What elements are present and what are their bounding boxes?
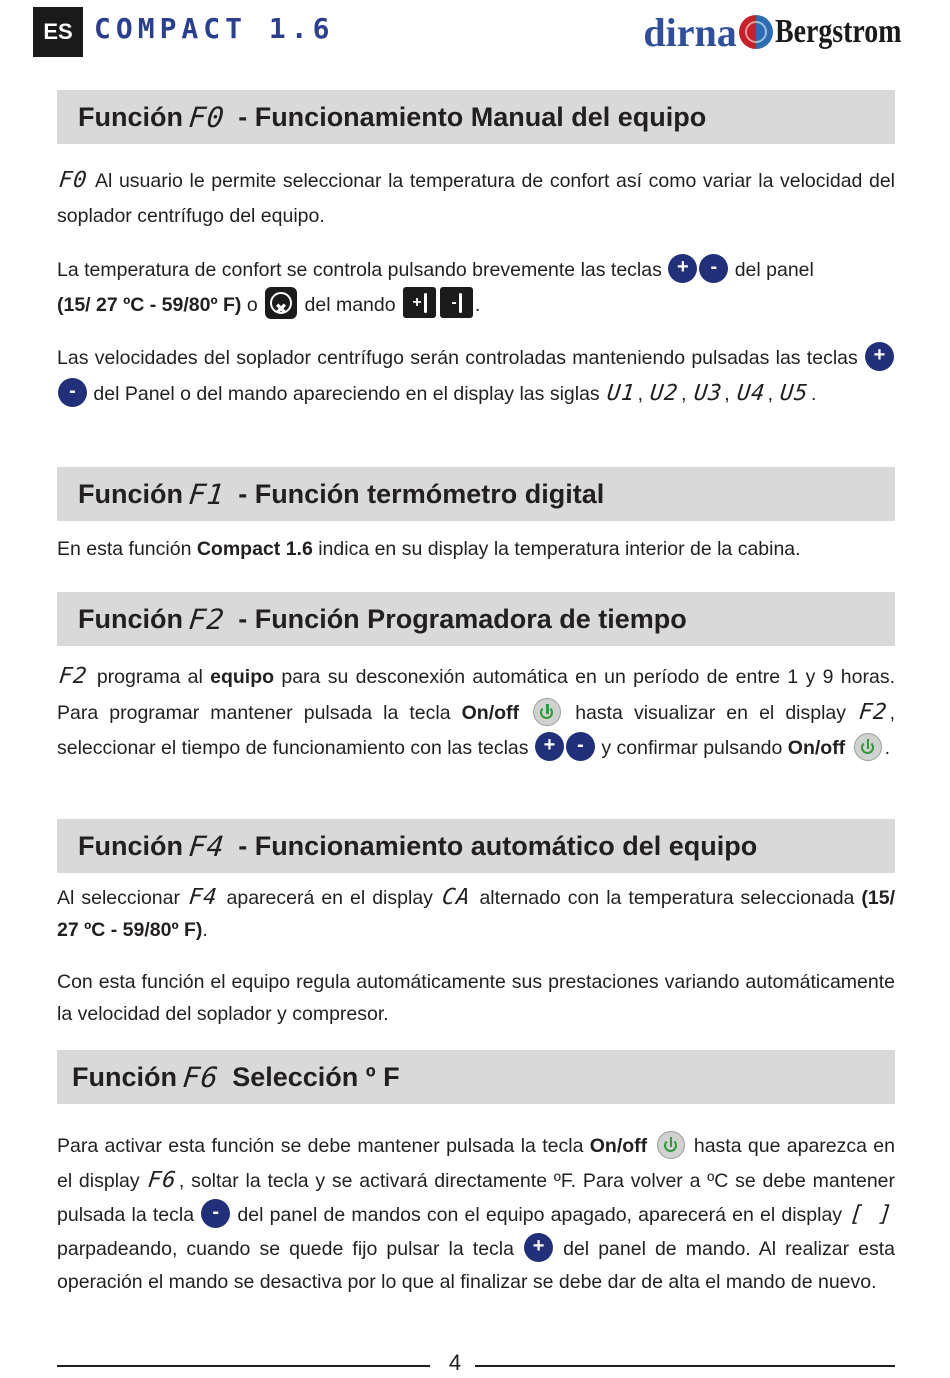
- onoff-label: On/off: [589, 1135, 648, 1157]
- temperature-range: (15/ 27 ºC - 59/80º F): [57, 887, 896, 941]
- product-name: Compact 1.6: [196, 538, 313, 560]
- text-bold: equipo: [210, 666, 275, 688]
- paragraph: Las velocidades del soplador centrífugo serán controladas manteniendo pulsadas las teclas +- del Panel o del mando apareciendo en el display las siglas U1, U2, U3, U4, U5.: [57, 341, 895, 412]
- section-prefix: Función: [78, 830, 183, 861]
- remote-temp-down-icon: -: [440, 287, 473, 318]
- plus-key-icon: +: [535, 732, 564, 761]
- minus-key-icon: -: [566, 732, 595, 761]
- page-header: [33, 6, 902, 58]
- paragraph: [57, 163, 895, 234]
- display-code: F0: [57, 168, 89, 193]
- remote-temp-up-icon: +: [403, 287, 436, 318]
- section-title-text: - Funcionamiento Manual del equipo: [230, 101, 707, 132]
- product-title: COMPACT 1.6: [94, 12, 335, 45]
- display-code: F6: [181, 1060, 221, 1094]
- plus-key-icon: +: [524, 1233, 553, 1262]
- text: Al usuario le permite seleccionar la temperatura de confort así como variar la velocidad del soplador centrífugo del equipo.: [57, 170, 896, 227]
- text: Con esta función el equipo regula automáticamente sus prestaciones variando automáticamente la velocidad del soplador y compresor.: [57, 971, 895, 1025]
- text: parpadeando, cuando se quede fijo pulsar la tecla: [57, 1237, 524, 1260]
- display-code: [ ]: [848, 1202, 895, 1227]
- globe-icon: [739, 15, 773, 49]
- minus-key-icon: -: [201, 1199, 230, 1228]
- section-title-f2: [57, 592, 895, 646]
- text: Para activar esta función se debe mantener pulsada la tecla: [57, 1135, 590, 1157]
- brand-dirna: dirna: [643, 9, 737, 55]
- text: , soltar la tecla y se activará directamente ºF. Para volver a ºC se debe mantener pulsada la tecla: [57, 1169, 896, 1226]
- brand-logo: [643, 9, 902, 55]
- section-prefix: Función: [78, 101, 183, 132]
- temperature-range: (15/ 27 ºC - 59/80º F): [57, 294, 242, 316]
- section-title-text: Selección º F: [224, 1061, 400, 1092]
- display-code: F2: [57, 664, 89, 689]
- page-footer: [57, 1352, 895, 1378]
- display-code: F2: [187, 602, 227, 636]
- section-prefix: Función: [72, 1061, 177, 1092]
- text: del mando: [299, 294, 396, 316]
- text: La temperatura de confort se controla pulsando brevemente las teclas: [57, 259, 662, 281]
- onoff-label: On/off: [461, 702, 520, 724]
- text: hasta que aparezca en el display: [57, 1135, 895, 1192]
- section-prefix: Función: [78, 603, 183, 634]
- text: del panel de mandos con el equipo apagado, aparecerá en el display: [231, 1204, 849, 1226]
- text: Al seleccionar: [57, 887, 187, 909]
- display-code: U4: [735, 381, 767, 406]
- power-key-icon: [657, 1131, 685, 1159]
- text: para su desconexión automática en un período de entre 1 y 9 horas. Para programar mantener pulsada la tecla: [57, 666, 896, 724]
- text: Las velocidades del soplador centrífugo serán controladas manteniendo pulsadas las teclas: [57, 347, 858, 369]
- page-number: 4: [448, 1350, 462, 1375]
- onoff-label: On/off: [787, 737, 846, 759]
- display-code: U1: [605, 381, 637, 406]
- paragraph: Al seleccionar F4 aparecerá en el display CA alternado con la temperatura seleccionada (15/ 27 ºC - 59/80º F).: [57, 882, 895, 946]
- text: o: [241, 294, 264, 316]
- text: del panel de mando. Al realizar esta operación el mando se desactiva por lo que al finalizar se debe dar de alta el mando de nuevo.: [57, 1237, 895, 1293]
- fan-key-icon: [265, 287, 297, 319]
- display-code: U3: [692, 381, 724, 406]
- section-title-f4: [57, 819, 895, 873]
- section-prefix: Función: [78, 478, 183, 509]
- section-title-text: - Función Programadora de tiempo: [230, 603, 687, 634]
- display-code: U2: [649, 381, 681, 406]
- display-code: F4: [187, 829, 227, 863]
- plus-key-icon: +: [668, 254, 697, 283]
- text: del panel: [734, 259, 814, 281]
- power-key-icon: [854, 733, 882, 761]
- text: alternado con la temperatura seleccionada: [472, 887, 862, 909]
- text: En esta función: [57, 538, 197, 560]
- paragraph: [57, 966, 895, 1030]
- brand-bergstrom: Bergstrom: [774, 13, 902, 50]
- display-code: F6: [147, 1167, 179, 1193]
- text: indica en su display la temperatura interior de la cabina.: [312, 538, 801, 560]
- paragraph: F2 programa al equipo para su desconexión automática en un período de entre 1 y 9 horas. Para programar mantener pulsada la tecla On/off hasta visualizar en el display F2, seleccionar el tiempo de funcionamiento con las teclas + - y confirmar pulsando On/off .: [57, 659, 895, 766]
- section-title-f1: [57, 467, 895, 521]
- display-code: F1: [187, 477, 227, 511]
- paragraph: [57, 532, 895, 567]
- text: programa al: [96, 666, 211, 688]
- text: aparecerá en el display: [219, 887, 440, 909]
- text: , seleccionar el tiempo de funcionamiento con las teclas: [57, 702, 896, 759]
- footer-rule: [57, 1365, 430, 1367]
- display-code: CA: [440, 885, 472, 910]
- plus-key-icon: +: [865, 342, 894, 371]
- section-title-f6: [57, 1050, 895, 1104]
- section-title-f0: [57, 90, 895, 144]
- language-badge: ES: [33, 7, 83, 57]
- paragraph: [57, 1130, 895, 1300]
- display-code: F4: [187, 885, 219, 910]
- display-code: F2: [857, 700, 889, 725]
- paragraph: La temperatura de confort se controla pulsando brevemente las teclas + - del panel (15/ 27 ºC - 59/80º F) o ✖ del mando + - .: [57, 253, 895, 323]
- section-title-text: - Funcionamiento automático del equipo: [230, 830, 758, 861]
- section-title-text: - Función termómetro digital: [230, 478, 605, 509]
- minus-key-icon: -: [58, 378, 87, 407]
- power-key-icon: [533, 698, 561, 726]
- display-code: F0: [187, 100, 227, 134]
- text: hasta visualizar en el display: [575, 702, 858, 724]
- footer-rule: [475, 1365, 895, 1367]
- display-code: U5: [779, 381, 811, 406]
- minus-key-icon: -: [699, 254, 728, 283]
- text: del Panel o del mando apareciendo en el display las siglas: [93, 383, 600, 405]
- text: y confirmar pulsando: [595, 737, 788, 759]
